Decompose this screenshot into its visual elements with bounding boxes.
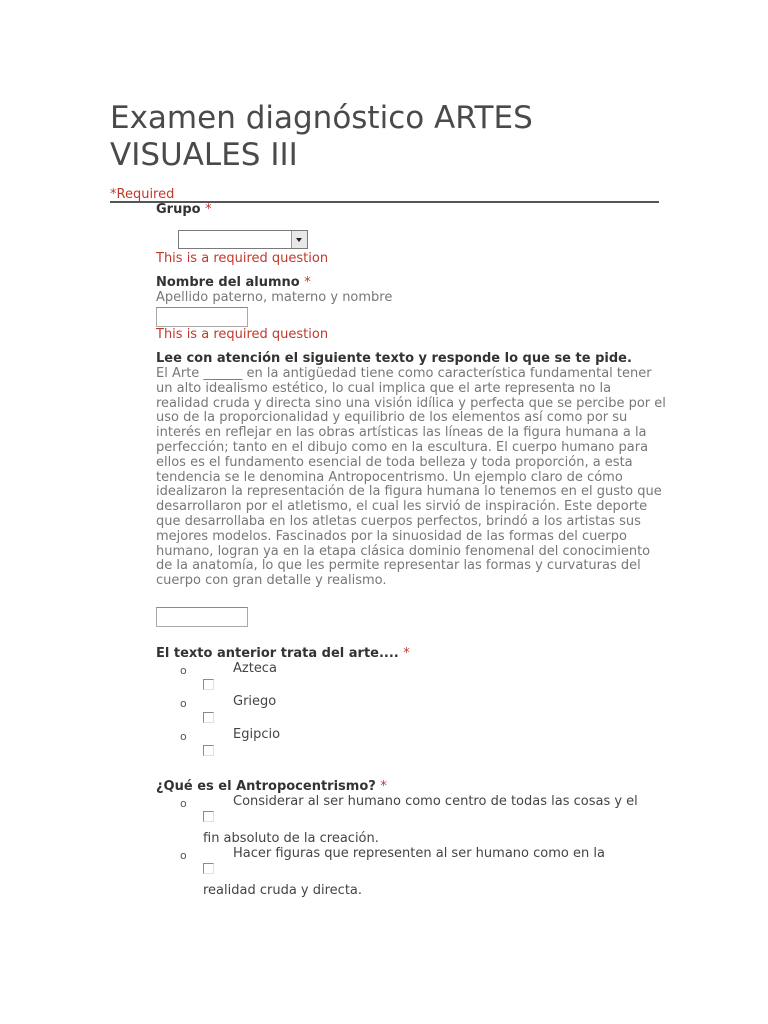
required-star: * (304, 275, 311, 290)
option-label-line1: Hacer figuras que representen al ser humano como en la (233, 846, 605, 861)
required-star: * (380, 779, 387, 794)
arte-label-text: El texto anterior trata del arte.... (156, 646, 399, 661)
option-checkbox[interactable] (203, 679, 214, 690)
arte-label (156, 646, 410, 661)
bullet-icon: o (180, 697, 187, 710)
option-label: Griego (233, 694, 277, 709)
nombre-input[interactable] (156, 307, 248, 327)
required-star: * (403, 646, 410, 661)
option-label-line2: fin absoluto de la creación. (203, 831, 379, 846)
bullet-icon: o (180, 730, 187, 743)
antropocentrismo-label (156, 779, 387, 794)
form-title: Examen diagnóstico ARTES VISUALES III (110, 100, 533, 173)
bullet-icon: o (180, 664, 187, 677)
lectura-label: Lee con atención el siguiente texto y responde lo que se te pide. (156, 351, 632, 366)
grupo-label (156, 202, 212, 217)
required-note: *Required (110, 187, 175, 202)
required-star: * (205, 202, 212, 217)
lectura-passage: El Arte ______ en la antigüedad tiene como característica fundamental tener un alto idealismo estético, lo cual implica que el arte representa no la realidad cruda y directa sino una visión idílica y perfecta que se percibe por el uso de la proporcionalidad y equilibrio de los elementos así como por su interés en reflejar en las obras artísticas las líneas de la figura humana a la perfección; tanto en el dibujo como en la escultura. El cuerpo humano para ellos es el fundamento esencial de toda belleza y toda proporción, a esta tendencia se le denomina Antropocentrismo. Un ejemplo claro de cómo idealizaron la representación de la figura humana lo tenemos en el gusto que desarrollaron por el atletismo, el cual les sirvió de inspiración. Este deporte que desarrollaba en los atletas cuerpos perfectos, brindó a los artistas sus mejores modelos. Fascinados por la sinuosidad de las formas del cuerpo humano, logran ya en la etapa clásica dominio fenomenal del conocimiento de la anatomía, lo que les permite representar las formas y curvaturas del cuerpo con gran detalle y realismo. (156, 366, 666, 589)
option-checkbox[interactable] (203, 863, 214, 874)
chevron-down-icon[interactable] (291, 231, 307, 248)
grupo-label-text: Grupo (156, 202, 201, 217)
option-label-line2: realidad cruda y directa. (203, 883, 363, 898)
grupo-select[interactable] (178, 230, 308, 249)
bullet-icon: o (180, 797, 187, 810)
option-checkbox[interactable] (203, 745, 214, 756)
nombre-label (156, 275, 311, 290)
option-label: Azteca (233, 661, 277, 676)
option-label: Egipcio (233, 727, 281, 742)
option-label-line1: Considerar al ser humano como centro de todas las cosas y el (233, 794, 638, 809)
lectura-input[interactable] (156, 607, 248, 627)
bullet-icon: o (180, 849, 187, 862)
option-checkbox[interactable] (203, 811, 214, 822)
antropocentrismo-label-text: ¿Qué es el Antropocentrismo? (156, 779, 376, 794)
nombre-error: This is a required question (156, 327, 329, 342)
grupo-error: This is a required question (156, 251, 329, 266)
nombre-label-text: Nombre del alumno (156, 275, 300, 290)
nombre-help: Apellido paterno, materno y nombre (156, 290, 393, 305)
option-checkbox[interactable] (203, 712, 214, 723)
